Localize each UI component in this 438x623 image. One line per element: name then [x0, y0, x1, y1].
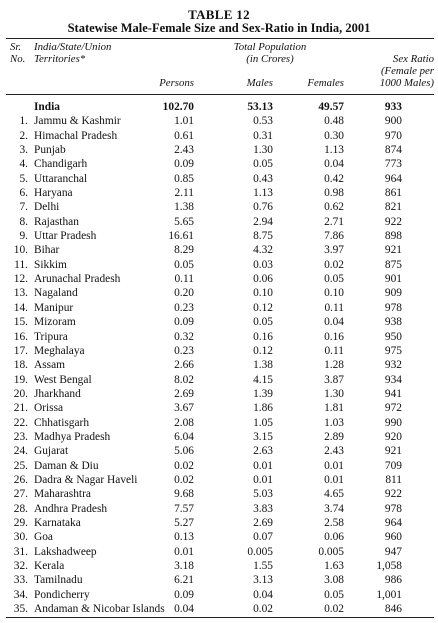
- cell-males: 2.94: [253, 215, 273, 228]
- cell-males: 0.05: [253, 158, 273, 171]
- cell-females: 1.03: [324, 416, 344, 429]
- table-row: [0, 473, 438, 487]
- cell-males: 0.01: [253, 473, 273, 486]
- cell-males: 0.31: [253, 129, 273, 142]
- table-row-india: [0, 100, 438, 114]
- cell-sex-ratio: 934: [384, 373, 402, 386]
- header-total-population: Total Population (in Crores): [233, 41, 307, 65]
- cell-females: 49.57: [318, 101, 344, 113]
- cell-males: 8.75: [253, 230, 273, 243]
- cell-males: 1.55: [253, 560, 273, 572]
- cell-sex-ratio: 1,001: [376, 588, 402, 601]
- table-row: [0, 272, 438, 286]
- bottom-rule: [6, 617, 434, 618]
- cell-sr-no: 6.: [19, 187, 28, 200]
- cell-females: 2.89: [324, 430, 344, 443]
- cell-females: 0.62: [324, 201, 344, 214]
- table-row: [0, 215, 438, 229]
- cell-name: Gujarat: [34, 445, 69, 458]
- cell-name: Tripura: [34, 330, 68, 343]
- cell-sex-ratio: 978: [384, 301, 402, 314]
- cell-persons: 1.38: [174, 201, 194, 214]
- cell-persons: 2.66: [174, 359, 194, 372]
- cell-males: 0.16: [253, 330, 273, 343]
- cell-sex-ratio: 932: [384, 359, 402, 372]
- cell-persons: 0.13: [174, 531, 194, 544]
- cell-name: Maharashtra: [34, 488, 91, 501]
- cell-persons: 0.11: [174, 273, 194, 286]
- cell-name: Mizoram: [34, 316, 76, 329]
- cell-name: Sikkim: [34, 258, 67, 271]
- table-row: [0, 258, 438, 272]
- cell-females: 2.71: [324, 215, 344, 228]
- cell-females: 0.05: [324, 588, 344, 601]
- cell-sex-ratio: 964: [384, 516, 402, 529]
- cell-sr-no: 28.: [13, 502, 28, 515]
- cell-males: 3.83: [253, 502, 273, 515]
- cell-name: Punjab: [34, 144, 66, 157]
- cell-males: 1.30: [253, 144, 273, 157]
- cell-females: 3.74: [324, 502, 344, 515]
- cell-sex-ratio: 921: [384, 445, 402, 458]
- cell-males: 0.03: [253, 258, 273, 271]
- table-row: [0, 243, 438, 257]
- cell-name: Himachal Pradesh: [34, 129, 118, 142]
- cell-sr-no: 21.: [13, 402, 28, 415]
- cell-sr-no: 17.: [13, 344, 28, 357]
- header-rule: [6, 94, 434, 95]
- cell-males: 0.07: [253, 531, 273, 544]
- cell-persons: 1.01: [174, 115, 194, 128]
- cell-females: 0.06: [324, 531, 344, 544]
- cell-sr-no: 20.: [13, 387, 28, 400]
- table-row: [0, 229, 438, 243]
- cell-name: Delhi: [34, 201, 60, 214]
- cell-females: 0.02: [324, 603, 344, 616]
- cell-females: 1.81: [324, 402, 344, 415]
- cell-males: 53.13: [247, 101, 273, 113]
- cell-sr-no: 3.: [19, 144, 28, 157]
- cell-persons: 2.11: [174, 187, 194, 200]
- table-row: [0, 588, 438, 602]
- cell-females: 0.02: [324, 258, 344, 271]
- cell-males: 1.13: [253, 187, 273, 200]
- table-row: [0, 459, 438, 473]
- cell-males: 3.13: [253, 574, 273, 587]
- cell-males: 0.05: [253, 316, 273, 329]
- cell-persons: 0.01: [174, 545, 194, 558]
- cell-persons: 8.29: [174, 244, 194, 257]
- table-body: [0, 100, 438, 616]
- cell-persons: 0.32: [174, 330, 194, 343]
- cell-name: Manipur: [34, 301, 74, 314]
- cell-sr-no: 5.: [19, 172, 28, 185]
- cell-females: 0.98: [324, 187, 344, 200]
- cell-sr-no: 23.: [13, 430, 28, 443]
- cell-females: 0.05: [324, 273, 344, 286]
- cell-persons: 2.43: [174, 144, 194, 157]
- cell-persons: 5.27: [174, 516, 194, 529]
- cell-persons: 2.08: [174, 416, 194, 429]
- table-row: [0, 186, 438, 200]
- cell-males: 4.32: [253, 244, 273, 257]
- cell-sex-ratio: 773: [384, 158, 402, 171]
- cell-sr-no: 1.: [19, 115, 28, 128]
- cell-persons: 2.69: [174, 387, 194, 400]
- cell-name: Jharkhand: [34, 387, 81, 400]
- cell-sex-ratio: 986: [384, 574, 402, 587]
- cell-name: Dadra & Nagar Haveli: [34, 473, 138, 486]
- cell-females: 3.08: [324, 574, 344, 587]
- cell-females: 3.87: [324, 373, 344, 386]
- cell-sex-ratio: 922: [384, 215, 402, 228]
- cell-persons: 3.67: [174, 402, 194, 415]
- cell-sr-no: 27.: [13, 488, 28, 501]
- cell-name: Daman & Diu: [34, 459, 99, 472]
- cell-name: Orissa: [34, 402, 64, 415]
- cell-name: Arunachal Pradesh: [34, 273, 121, 286]
- table-row: [0, 416, 438, 430]
- cell-males: 2.63: [253, 445, 273, 458]
- table-row: [0, 516, 438, 530]
- cell-persons: 6.04: [174, 430, 194, 443]
- cell-persons: 0.04: [174, 603, 194, 616]
- table-row: [0, 545, 438, 559]
- table-row: [0, 358, 438, 372]
- cell-persons: 0.02: [174, 473, 194, 486]
- cell-females: 7.86: [324, 230, 344, 243]
- cell-sex-ratio: 900: [384, 115, 402, 128]
- cell-males: 0.02: [253, 603, 273, 616]
- cell-persons: 0.23: [174, 344, 194, 357]
- cell-sr-no: 22.: [13, 416, 28, 429]
- cell-sr-no: 30.: [13, 531, 28, 544]
- cell-sex-ratio: 821: [384, 201, 402, 214]
- cell-females: 3.97: [324, 244, 344, 257]
- cell-males: 1.86: [253, 402, 273, 415]
- cell-sex-ratio: 975: [384, 344, 402, 357]
- cell-name: Jammu & Kashmir: [34, 115, 121, 128]
- table-row: [0, 143, 438, 157]
- cell-males: 0.43: [253, 172, 273, 185]
- cell-females: 0.16: [324, 330, 344, 343]
- cell-females: 1.30: [324, 387, 344, 400]
- cell-females: 0.30: [324, 129, 344, 142]
- cell-females: 2.58: [324, 516, 344, 529]
- cell-males: 0.04: [253, 588, 273, 601]
- cell-persons: 16.61: [168, 230, 194, 243]
- table-number: TABLE 12: [188, 7, 250, 22]
- cell-name: Rajasthan: [34, 215, 79, 228]
- cell-males: 1.39: [253, 387, 273, 400]
- cell-persons: 5.65: [174, 215, 194, 228]
- header-males: Males: [246, 77, 273, 89]
- table-row: [0, 444, 438, 458]
- cell-sr-no: 7.: [19, 201, 28, 214]
- cell-sex-ratio: 846: [384, 603, 402, 616]
- cell-sr-no: 14.: [13, 301, 28, 314]
- cell-sr-no: 11.: [14, 258, 28, 271]
- cell-sex-ratio: 990: [384, 416, 402, 429]
- cell-males: 0.10: [253, 287, 273, 300]
- header-sr-no: Sr. No.: [10, 41, 26, 65]
- cell-persons: 0.09: [174, 158, 194, 171]
- cell-name: Uttar Pradesh: [34, 230, 97, 243]
- cell-males: 1.05: [253, 416, 273, 429]
- table-row: [0, 387, 438, 401]
- cell-sex-ratio: 941: [384, 387, 402, 400]
- table-row: [0, 430, 438, 444]
- cell-name: Lakshadweep: [34, 545, 97, 558]
- table-row: [0, 286, 438, 300]
- cell-sex-ratio: 921: [384, 244, 402, 257]
- table-row: [0, 172, 438, 186]
- cell-sex-ratio: 947: [384, 545, 402, 558]
- cell-persons: 9.68: [174, 488, 194, 501]
- cell-males: 0.76: [253, 201, 273, 214]
- cell-sex-ratio: 875: [384, 258, 402, 271]
- cell-persons: 0.23: [174, 301, 194, 314]
- cell-sr-no: 13.: [13, 287, 28, 300]
- table-row: [0, 573, 438, 587]
- cell-persons: 0.09: [174, 588, 194, 601]
- cell-name: Chhatisgarh: [34, 416, 90, 429]
- table-row: [0, 129, 438, 143]
- table-row: [0, 502, 438, 516]
- cell-name: West Bengal: [34, 373, 92, 386]
- cell-females: 0.04: [324, 158, 344, 171]
- cell-females: 0.11: [324, 344, 344, 357]
- cell-persons: 0.09: [174, 316, 194, 329]
- cell-females: 0.11: [324, 301, 344, 314]
- cell-sex-ratio: 922: [384, 488, 402, 501]
- cell-persons: 0.61: [174, 129, 194, 142]
- cell-males: 5.03: [253, 488, 273, 501]
- cell-sex-ratio: 960: [384, 531, 402, 544]
- cell-name: Pondicherry: [34, 588, 90, 601]
- cell-females: 1.13: [324, 144, 344, 157]
- top-rule: [6, 38, 434, 39]
- cell-females: 1.28: [324, 359, 344, 372]
- cell-males: 2.69: [253, 516, 273, 529]
- cell-females: 0.10: [324, 287, 344, 300]
- cell-name: Karnataka: [34, 516, 81, 529]
- table-row: [0, 200, 438, 214]
- table-title: Statewise Male-Female Size and Sex-Ratio in India, 2001: [67, 21, 371, 35]
- header-females: Females: [307, 77, 344, 89]
- table-row: [0, 487, 438, 501]
- cell-sr-no: 24.: [13, 445, 28, 458]
- cell-name: Andaman & Nicobar Islands: [34, 603, 165, 616]
- cell-sr-no: 33.: [13, 574, 28, 587]
- cell-males: 0.005: [247, 545, 273, 558]
- cell-name: Haryana: [34, 187, 73, 200]
- cell-sr-no: 25.: [13, 459, 28, 472]
- cell-persons: 3.18: [174, 560, 194, 572]
- cell-sex-ratio: 950: [384, 330, 402, 343]
- cell-sr-no: 2.: [19, 129, 28, 142]
- cell-sr-no: 34.: [13, 588, 28, 601]
- cell-sr-no: 16.: [13, 330, 28, 343]
- cell-name: Assam: [34, 359, 66, 372]
- table-row: [0, 301, 438, 315]
- cell-sex-ratio: 874: [384, 144, 402, 157]
- cell-sr-no: 35.: [13, 603, 28, 616]
- cell-females: 0.42: [324, 172, 344, 185]
- cell-name: Uttaranchal: [34, 172, 88, 185]
- cell-persons: 0.02: [174, 459, 194, 472]
- cell-sr-no: 10.: [13, 244, 28, 257]
- table-row: [0, 330, 438, 344]
- cell-persons: 5.06: [174, 445, 194, 458]
- header-sex-ratio: Sex Ratio (Female per 1000 Males): [379, 53, 434, 89]
- cell-males: 0.12: [253, 344, 273, 357]
- cell-sex-ratio: 933: [384, 101, 402, 113]
- table-row: [0, 602, 438, 616]
- cell-persons: 0.20: [174, 287, 194, 300]
- cell-sr-no: 12.: [13, 273, 28, 286]
- cell-females: 1.63: [324, 560, 344, 572]
- cell-males: 0.06: [253, 273, 273, 286]
- cell-females: 0.005: [318, 545, 344, 558]
- cell-sr-no: 15.: [13, 316, 28, 329]
- cell-sex-ratio: 972: [384, 402, 402, 415]
- cell-name: Meghalaya: [34, 344, 85, 357]
- cell-sr-no: 4.: [19, 158, 28, 171]
- cell-males: 0.12: [253, 301, 273, 314]
- cell-sex-ratio: 811: [385, 473, 402, 486]
- cell-sex-ratio: 861: [384, 187, 402, 200]
- cell-persons: 6.21: [174, 574, 194, 587]
- cell-persons: 102.70: [162, 101, 194, 113]
- table-row: [0, 157, 438, 171]
- cell-name: Tamilnadu: [34, 574, 83, 587]
- table-row: [0, 373, 438, 387]
- cell-sex-ratio: 901: [384, 273, 402, 286]
- table-row: [0, 530, 438, 544]
- table-row: [0, 315, 438, 329]
- cell-females: 4.65: [324, 488, 344, 501]
- cell-name: Kerala: [34, 560, 65, 572]
- cell-name: Andhra Pradesh: [34, 502, 108, 515]
- cell-name: Chandigarh: [34, 158, 88, 171]
- cell-name: Nagaland: [34, 287, 78, 300]
- cell-sr-no: 8.: [19, 215, 28, 228]
- header-state: India/State/Union Territories*: [34, 41, 112, 65]
- cell-sr-no: 29.: [13, 516, 28, 529]
- cell-sex-ratio: 709: [384, 459, 402, 472]
- cell-males: 1.38: [253, 359, 273, 372]
- cell-name: Goa: [34, 531, 53, 544]
- cell-persons: 8.02: [174, 373, 194, 386]
- cell-sr-no: 19.: [13, 373, 28, 386]
- table-row: [0, 559, 438, 573]
- cell-name: India: [34, 101, 60, 113]
- cell-persons: 7.57: [174, 502, 194, 515]
- cell-sr-no: 32.: [13, 560, 28, 572]
- cell-sex-ratio: 1,058: [376, 560, 402, 572]
- cell-sex-ratio: 964: [384, 172, 402, 185]
- cell-sr-no: 9.: [19, 230, 28, 243]
- table-row: [0, 114, 438, 128]
- cell-sex-ratio: 920: [384, 430, 402, 443]
- cell-sex-ratio: 978: [384, 502, 402, 515]
- cell-males: 4.15: [253, 373, 273, 386]
- cell-persons: 0.05: [174, 258, 194, 271]
- table-row: [0, 344, 438, 358]
- cell-males: 0.53: [253, 115, 273, 128]
- cell-name: Bihar: [34, 244, 60, 257]
- cell-sex-ratio: 938: [384, 316, 402, 329]
- header-persons: Persons: [159, 77, 194, 89]
- cell-sr-no: 18.: [13, 359, 28, 372]
- cell-females: 0.04: [324, 316, 344, 329]
- cell-females: 0.01: [324, 473, 344, 486]
- cell-females: 0.01: [324, 459, 344, 472]
- cell-sex-ratio: 898: [384, 230, 402, 243]
- cell-females: 0.48: [324, 115, 344, 128]
- cell-name: Madhya Pradesh: [34, 430, 111, 443]
- table-row: [0, 401, 438, 415]
- cell-females: 2.43: [324, 445, 344, 458]
- cell-males: 0.01: [253, 459, 273, 472]
- cell-sex-ratio: 970: [384, 129, 402, 142]
- cell-sex-ratio: 909: [384, 287, 402, 300]
- cell-males: 3.15: [253, 430, 273, 443]
- cell-persons: 0.85: [174, 172, 194, 185]
- cell-sr-no: 26.: [13, 473, 28, 486]
- cell-sr-no: 31.: [13, 545, 28, 558]
